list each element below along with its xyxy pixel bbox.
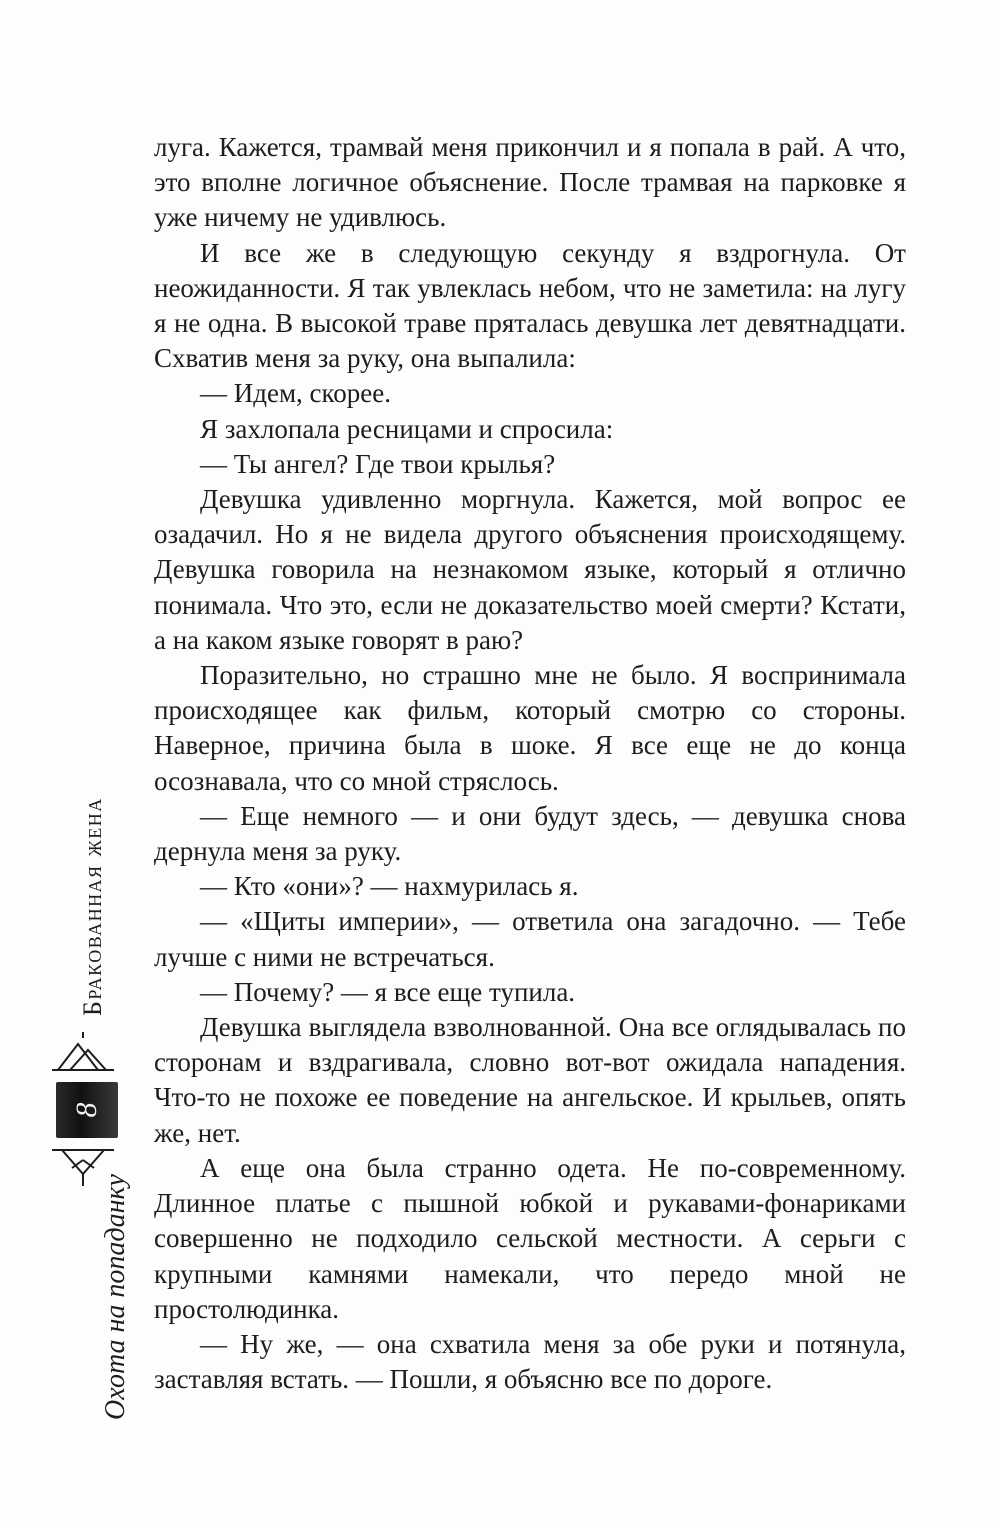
book-title: Бракованная жена <box>78 797 107 1016</box>
dialogue-line: — Еще немного — и они будут здесь, — девушка снова дернула меня за руку. <box>154 800 906 867</box>
dialogue-line: — Идем, скорее. <box>200 378 392 409</box>
body-text <box>154 130 906 1397</box>
dialogue-line: — Почему? — я все еще тупила. <box>200 976 576 1007</box>
dialogue-line: — Ты ангел? Где твои крылья? <box>200 448 556 479</box>
dialogue-line: — Ну же, — она схватила меня за обе руки и потянула, заставляя встать. — Пошли, я объясню все по дороге. <box>154 1328 906 1395</box>
page-number: 8 <box>70 1102 103 1118</box>
mountain-ornament-icon <box>48 1030 118 1076</box>
series-title: Охота на попаданку <box>100 1174 131 1420</box>
paragraph: Девушка выглядела взволнованной. Она все оглядывалась по сторонам и вздрагивала, словно вот-вот ожидала нападения. Что-то не похоже ее поведение на ангельское. И крыльев, опять же, нет. <box>154 1012 906 1148</box>
side-running-head <box>0 0 140 1521</box>
dialogue-line: — Кто «они»? — нахмурилась я. <box>200 871 579 902</box>
paragraph: Я захлопала ресницами и спросила: <box>200 413 614 444</box>
paragraph: И все же в следующую секунду я вздрогнула. От неожиданности. Я так увлеклась небом, что не заметила: на лугу я не одна. В высокой траве пряталась девушка лет девятнадцати. Схватив меня за руку, она выпалила: <box>154 237 906 374</box>
page-number-badge <box>56 1082 118 1138</box>
paragraph: А еще она была странно одета. Не по-современному. Длинное платье с пышной юбкой и рукавами-фонариками совершенно не подходило сельской местности. А серьги с крупными камнями намекали, что передо мной не простолюдинка. <box>154 1152 906 1324</box>
paragraph: Поразительно, но страшно мне не было. Я воспринимала происходящее как фильм, который смотрю со стороны. Наверное, причина была в шоке. Я все еще не до конца осознавала, что со мной стряслось. <box>154 660 906 796</box>
paragraph-continued: луга. Кажется, трамвай меня прикончил и я попала в рай. А что, это вполне логичное объяснение. После трамвая на парковке я уже ничему не удивлюсь. <box>154 132 906 233</box>
paragraph: Девушка удивленно моргнула. Кажется, мой вопрос ее озадачил. Но я не видела другого объяснения происходящему. Девушка говорила на незнакомом языке, который я отлично понимала. Что это, если не доказательство моей смерти? Кстати, а на каком языке говорят в раю? <box>154 484 906 655</box>
dialogue-line: — «Щиты империи», — ответила она загадочно. — Тебе лучше с ними не встречаться. <box>154 906 906 972</box>
